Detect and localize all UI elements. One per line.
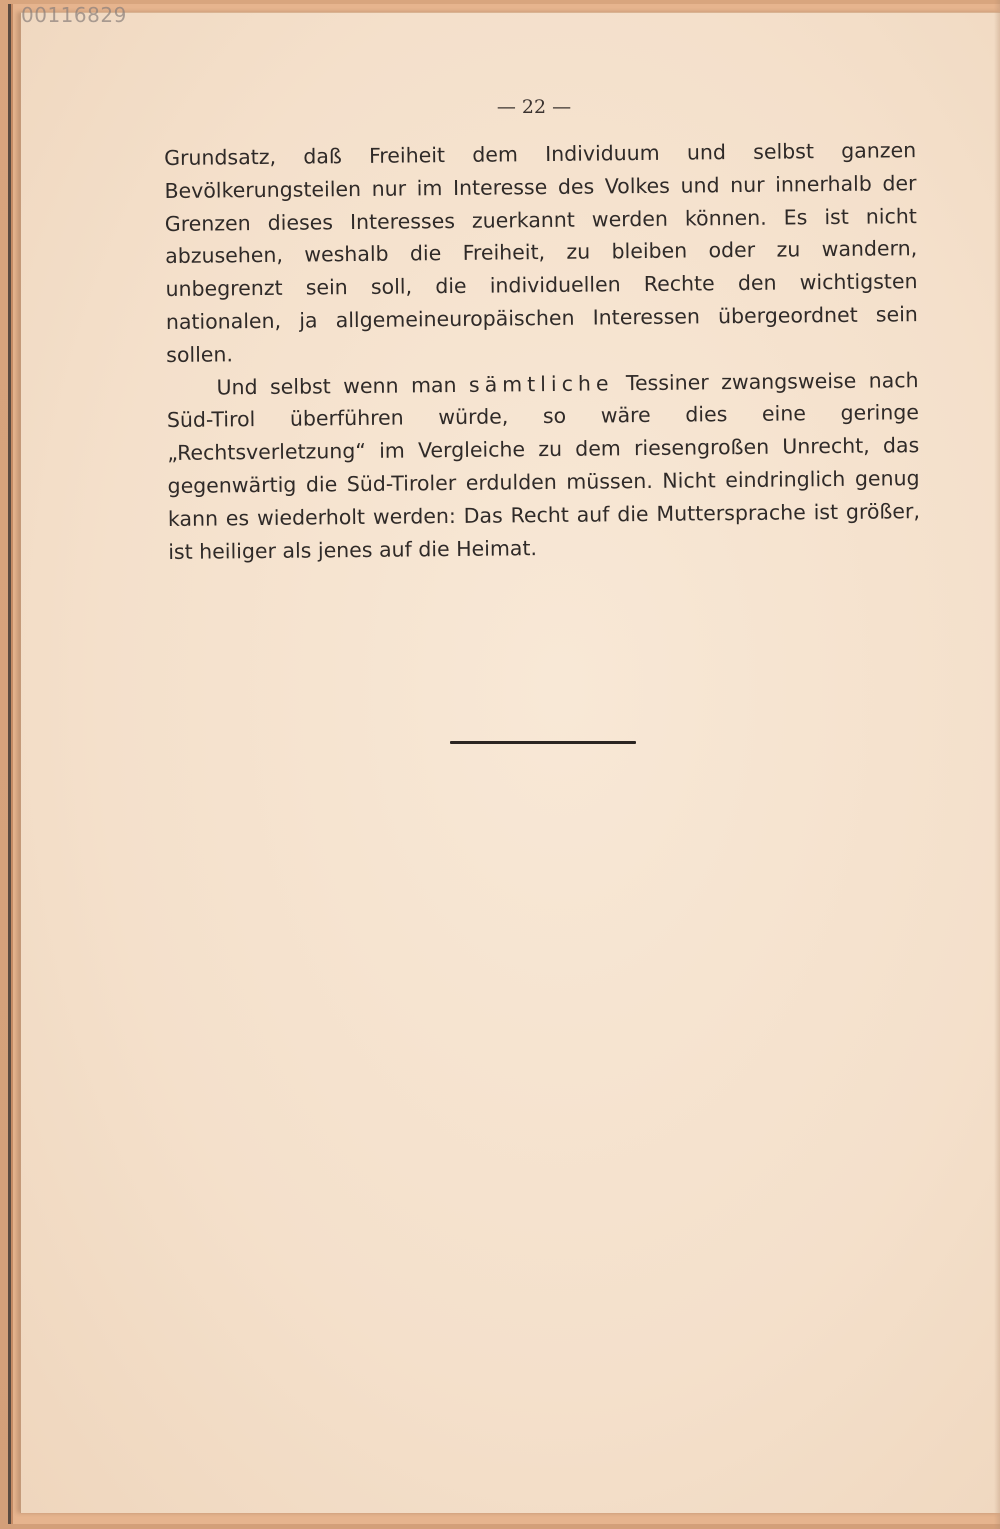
paragraph-1-text: Grundsatz, daß Freiheit dem Individuum und selbst ganzen Bevölkerungsteilen nur im Interesse des Volkes und nur innerhalb der Grenzen dieses Interesses zuerkannt werden können. Es ist nicht abzusehen, weshalb die Freiheit, zu bleiben oder zu wandern, unbegrenzt sein soll, die individuellen Rechte den wichtigsten nationalen, ja allgemeineuropäischen Interessen übergeordnet sein sollen. — [164, 138, 918, 367]
page-right-edge — [994, 0, 1000, 1529]
paragraph-1 — [164, 134, 918, 371]
page-number: — 22 — — [496, 96, 572, 118]
section-end-rule — [450, 741, 636, 744]
body-text — [164, 134, 920, 568]
paragraph-2 — [166, 364, 920, 569]
archive-stamp: 00116829 — [21, 3, 127, 27]
paragraph-2-text-start: Und selbst wenn man — [216, 372, 470, 400]
paragraph-2-text-end: Tessiner zwangsweise nach Süd-Tirol überführen würde, so wäre dies eine geringe „Rechtsverletzung“ im Vergleiche zu dem riesengroßen Unrecht, das gegenwärtig die Süd-Tiroler erdulden müssen. Nicht eindringlich genug kann es wiederholt werden: Das Recht auf die Muttersprache ist größer, ist heiliger als jenes auf die Heimat. — [166, 367, 921, 564]
emphasized-word: sämtliche — [468, 370, 614, 397]
